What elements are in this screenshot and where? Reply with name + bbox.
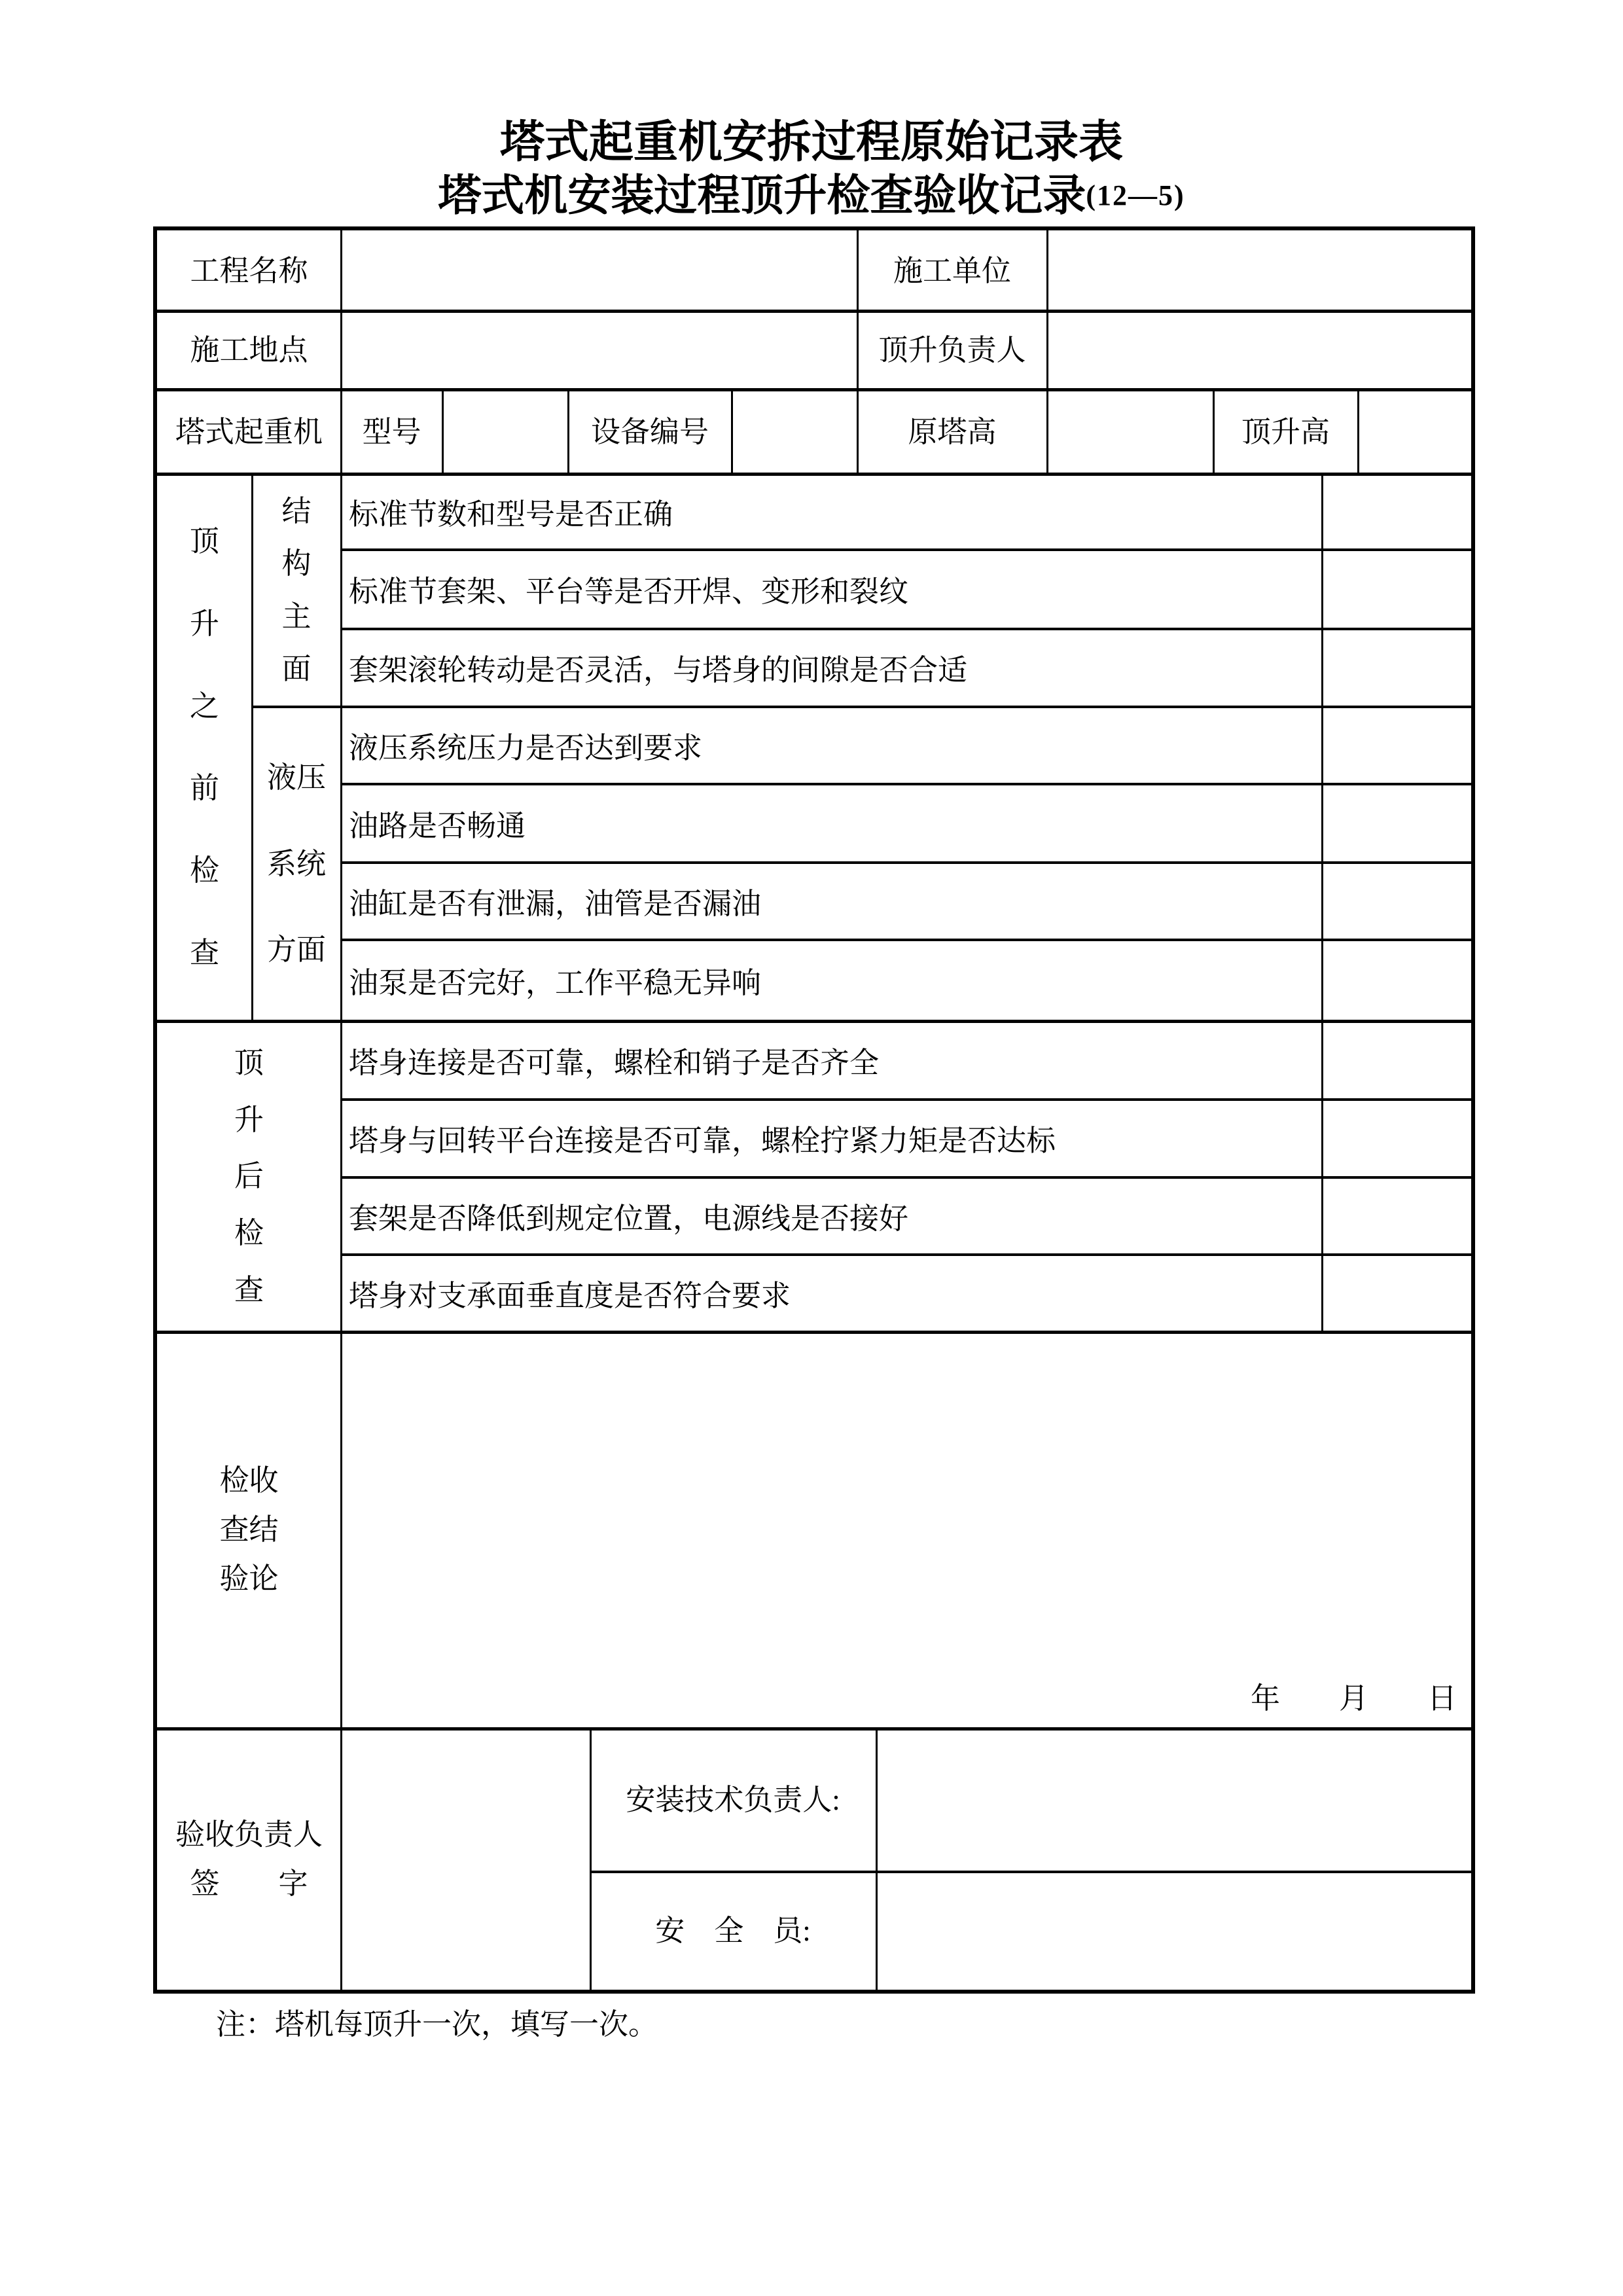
inspection-item-3: 套架滚轮转动是否灵活，与塔身的间隙是否合适	[349, 654, 968, 687]
footnote: 注：塔机每顶升一次，填写一次。	[216, 2008, 658, 2041]
construction-site-field[interactable]	[341, 312, 857, 388]
section-label-char: 顶	[234, 1046, 264, 1079]
result-field-11[interactable]	[1323, 1256, 1471, 1331]
conclusion-label-line: 查结	[219, 1513, 279, 1546]
subsection-label-line: 方面	[266, 933, 326, 966]
section-label-before-jacking	[157, 474, 252, 1021]
record-table	[153, 226, 1475, 1994]
result-field-7[interactable]	[1323, 941, 1471, 1020]
section-label-after-jacking	[157, 1021, 341, 1333]
construction-unit-label: 施工单位	[893, 254, 1011, 287]
inspection-item-11: 塔身对支承面垂直度是否符合要求	[349, 1279, 791, 1312]
equipment-no-label: 设备编号	[590, 415, 709, 448]
inspection-item-1: 标准节数和型号是否正确	[349, 497, 673, 531]
result-field-4[interactable]	[1323, 708, 1471, 783]
section-label-char: 前	[189, 772, 219, 805]
result-field-1[interactable]	[1323, 474, 1471, 548]
section-label-char: 检	[189, 854, 219, 888]
subsection-label-char: 构	[281, 547, 312, 581]
conclusion-label	[157, 1333, 341, 1727]
inspection-item-2: 标准节套架、平台等是否开焊、变形和裂纹	[349, 575, 909, 608]
jacking-leader-label: 顶升负责人	[878, 334, 1026, 367]
inspection-item-8: 塔身连接是否可靠，螺栓和销子是否齐全	[349, 1046, 880, 1079]
form-number: (12—5)	[1086, 179, 1185, 211]
inspection-item-4: 液压系统压力是否达到要求	[349, 731, 703, 764]
safety-officer-signature-field[interactable]	[876, 1872, 1471, 1990]
section-label-char: 之	[189, 689, 219, 723]
tower-crane-label: 塔式起重机	[175, 415, 323, 448]
subsection-label-char: 结	[281, 495, 312, 528]
section-label-char: 升	[234, 1103, 264, 1136]
acceptance-signer-label	[157, 1729, 341, 1990]
acceptance-signer-label-line: 验收负责人	[175, 1818, 323, 1851]
original-tower-height-label: 原塔高	[908, 415, 997, 448]
original-tower-height-field[interactable]	[1047, 391, 1213, 473]
subtitle-text: 塔式机安装过程顶升检查验收记录	[438, 172, 1086, 220]
inspection-item-9: 塔身与回转平台连接是否可靠，螺栓拧紧力矩是否达标	[349, 1124, 1056, 1157]
tech-lead-label: 安装技术负责人:	[626, 1784, 840, 1816]
section-label-char: 顶	[189, 524, 219, 558]
section-label-char: 查	[234, 1274, 264, 1307]
tech-lead-signature-field[interactable]	[876, 1729, 1471, 1871]
subsection-label-hydraulic	[252, 707, 341, 1021]
subsection-label-char: 面	[281, 652, 312, 685]
section-label-char: 升	[189, 607, 219, 640]
acceptance-signer-label-line: 签 字	[190, 1867, 308, 1900]
model-label: 型号	[362, 415, 421, 448]
inspection-item-6: 油缸是否有泄漏，油管是否漏油	[349, 887, 762, 920]
section-label-char: 检	[234, 1217, 264, 1250]
acceptance-signature-field[interactable]	[341, 1729, 590, 1990]
inspection-item-7: 油泵是否完好，工作平稳无异响	[349, 966, 762, 999]
subsection-label-line: 系统	[266, 847, 326, 880]
result-field-8[interactable]	[1323, 1023, 1471, 1098]
subsection-label-structure	[252, 474, 341, 707]
construction-unit-field[interactable]	[1047, 230, 1471, 310]
conclusion-label-line: 检收	[219, 1464, 279, 1497]
section-label-char: 查	[189, 937, 219, 970]
subsection-label-line: 液压	[266, 761, 326, 795]
result-field-2[interactable]	[1323, 551, 1471, 628]
result-field-6[interactable]	[1323, 864, 1471, 939]
result-field-9[interactable]	[1323, 1101, 1471, 1176]
document-title: 塔式起重机安拆过程原始记录表	[499, 117, 1123, 167]
result-field-3[interactable]	[1323, 630, 1471, 706]
project-name-label: 工程名称	[190, 254, 308, 287]
inspection-item-10: 套架是否降低到规定位置，电源线是否接好	[349, 1202, 909, 1235]
inspection-item-5: 油路是否畅通	[349, 809, 526, 842]
model-field[interactable]	[442, 391, 567, 473]
conclusion-field[interactable]	[341, 1333, 1471, 1727]
jacking-height-label: 顶升高	[1241, 415, 1330, 448]
section-label-char: 后	[234, 1160, 264, 1193]
date-placeholder: 年 月 日	[1250, 1682, 1457, 1715]
result-field-5[interactable]	[1323, 785, 1471, 861]
safety-officer-label: 安 全 员:	[655, 1914, 811, 1947]
document-subtitle	[0, 171, 1623, 221]
subsection-label-char: 主	[281, 600, 312, 633]
construction-site-label: 施工地点	[190, 334, 308, 367]
project-name-field[interactable]	[341, 230, 857, 310]
result-field-10[interactable]	[1323, 1179, 1471, 1253]
jacking-leader-field[interactable]	[1047, 312, 1471, 388]
conclusion-label-line: 验论	[219, 1562, 279, 1595]
equipment-no-field[interactable]	[732, 391, 857, 473]
jacking-height-field[interactable]	[1358, 391, 1471, 473]
